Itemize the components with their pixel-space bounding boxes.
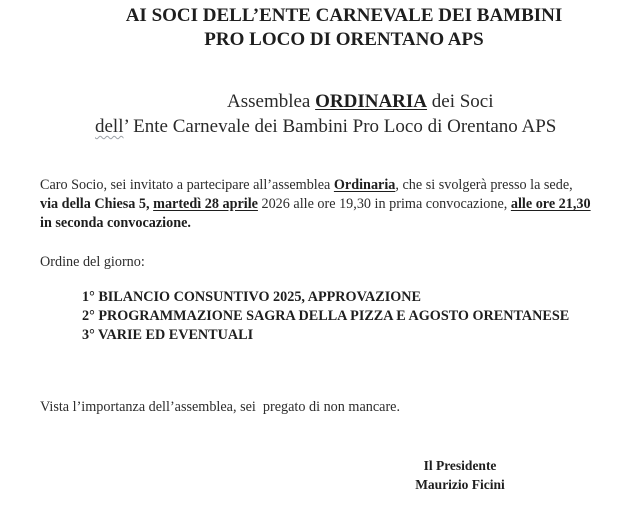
closing-note: Vista l’importanza dell’assemblea, sei pregato di non mancare. (40, 399, 401, 415)
signature-role: Il Presidente (423, 458, 497, 473)
document-title-line1: AI SOCI DELL’ENTE CARNEVALE DEI BAMBINI (125, 5, 563, 26)
assembly-type: ORDINARIA (315, 91, 428, 112)
venue-address: via della Chiesa 5, (40, 196, 154, 212)
meeting-date: martedì 28 aprile (153, 196, 258, 212)
spellcheck-word: dell (95, 116, 124, 137)
document-title-line2: PRO LOCO DI ORENTANO APS (204, 29, 484, 50)
assembly-type-inline: Ordinaria (333, 177, 396, 193)
agenda-label: Ordine del giorno: (40, 254, 145, 270)
assembly-heading (227, 91, 494, 113)
invitation-text: , che si svolgerà presso la sede, (395, 177, 573, 193)
second-call-label: in seconda convocazione. (40, 215, 191, 231)
assembly-heading-pre: Assemblea (227, 91, 316, 112)
agenda-item: 2° PROGRAMMAZIONE SAGRA DELLA PIZZA E AGOSTO ORENTANESE (82, 308, 570, 324)
organization-heading (95, 116, 556, 138)
invitation-text: Caro Socio, sei invitato a partecipare all’assemblea (40, 177, 334, 193)
organization-name: ’ Ente Carnevale dei Bambini Pro Loco di Orentano APS (123, 116, 557, 137)
signature-name: Maurizio Ficini (415, 477, 505, 492)
invitation-line-1 (40, 177, 573, 194)
second-call-time: alle ore 21,30 (510, 196, 591, 212)
first-call-time: 2026 alle ore 19,30 in prima convocazione, (257, 196, 511, 212)
invitation-line-3 (40, 215, 191, 232)
invitation-line-2 (40, 196, 591, 213)
agenda-item: 1° BILANCIO CONSUNTIVO 2025, APPROVAZIONE (82, 289, 421, 305)
agenda-item: 3° VARIE ED EVENTUALI (82, 327, 254, 343)
assembly-heading-post: dei Soci (427, 91, 494, 112)
